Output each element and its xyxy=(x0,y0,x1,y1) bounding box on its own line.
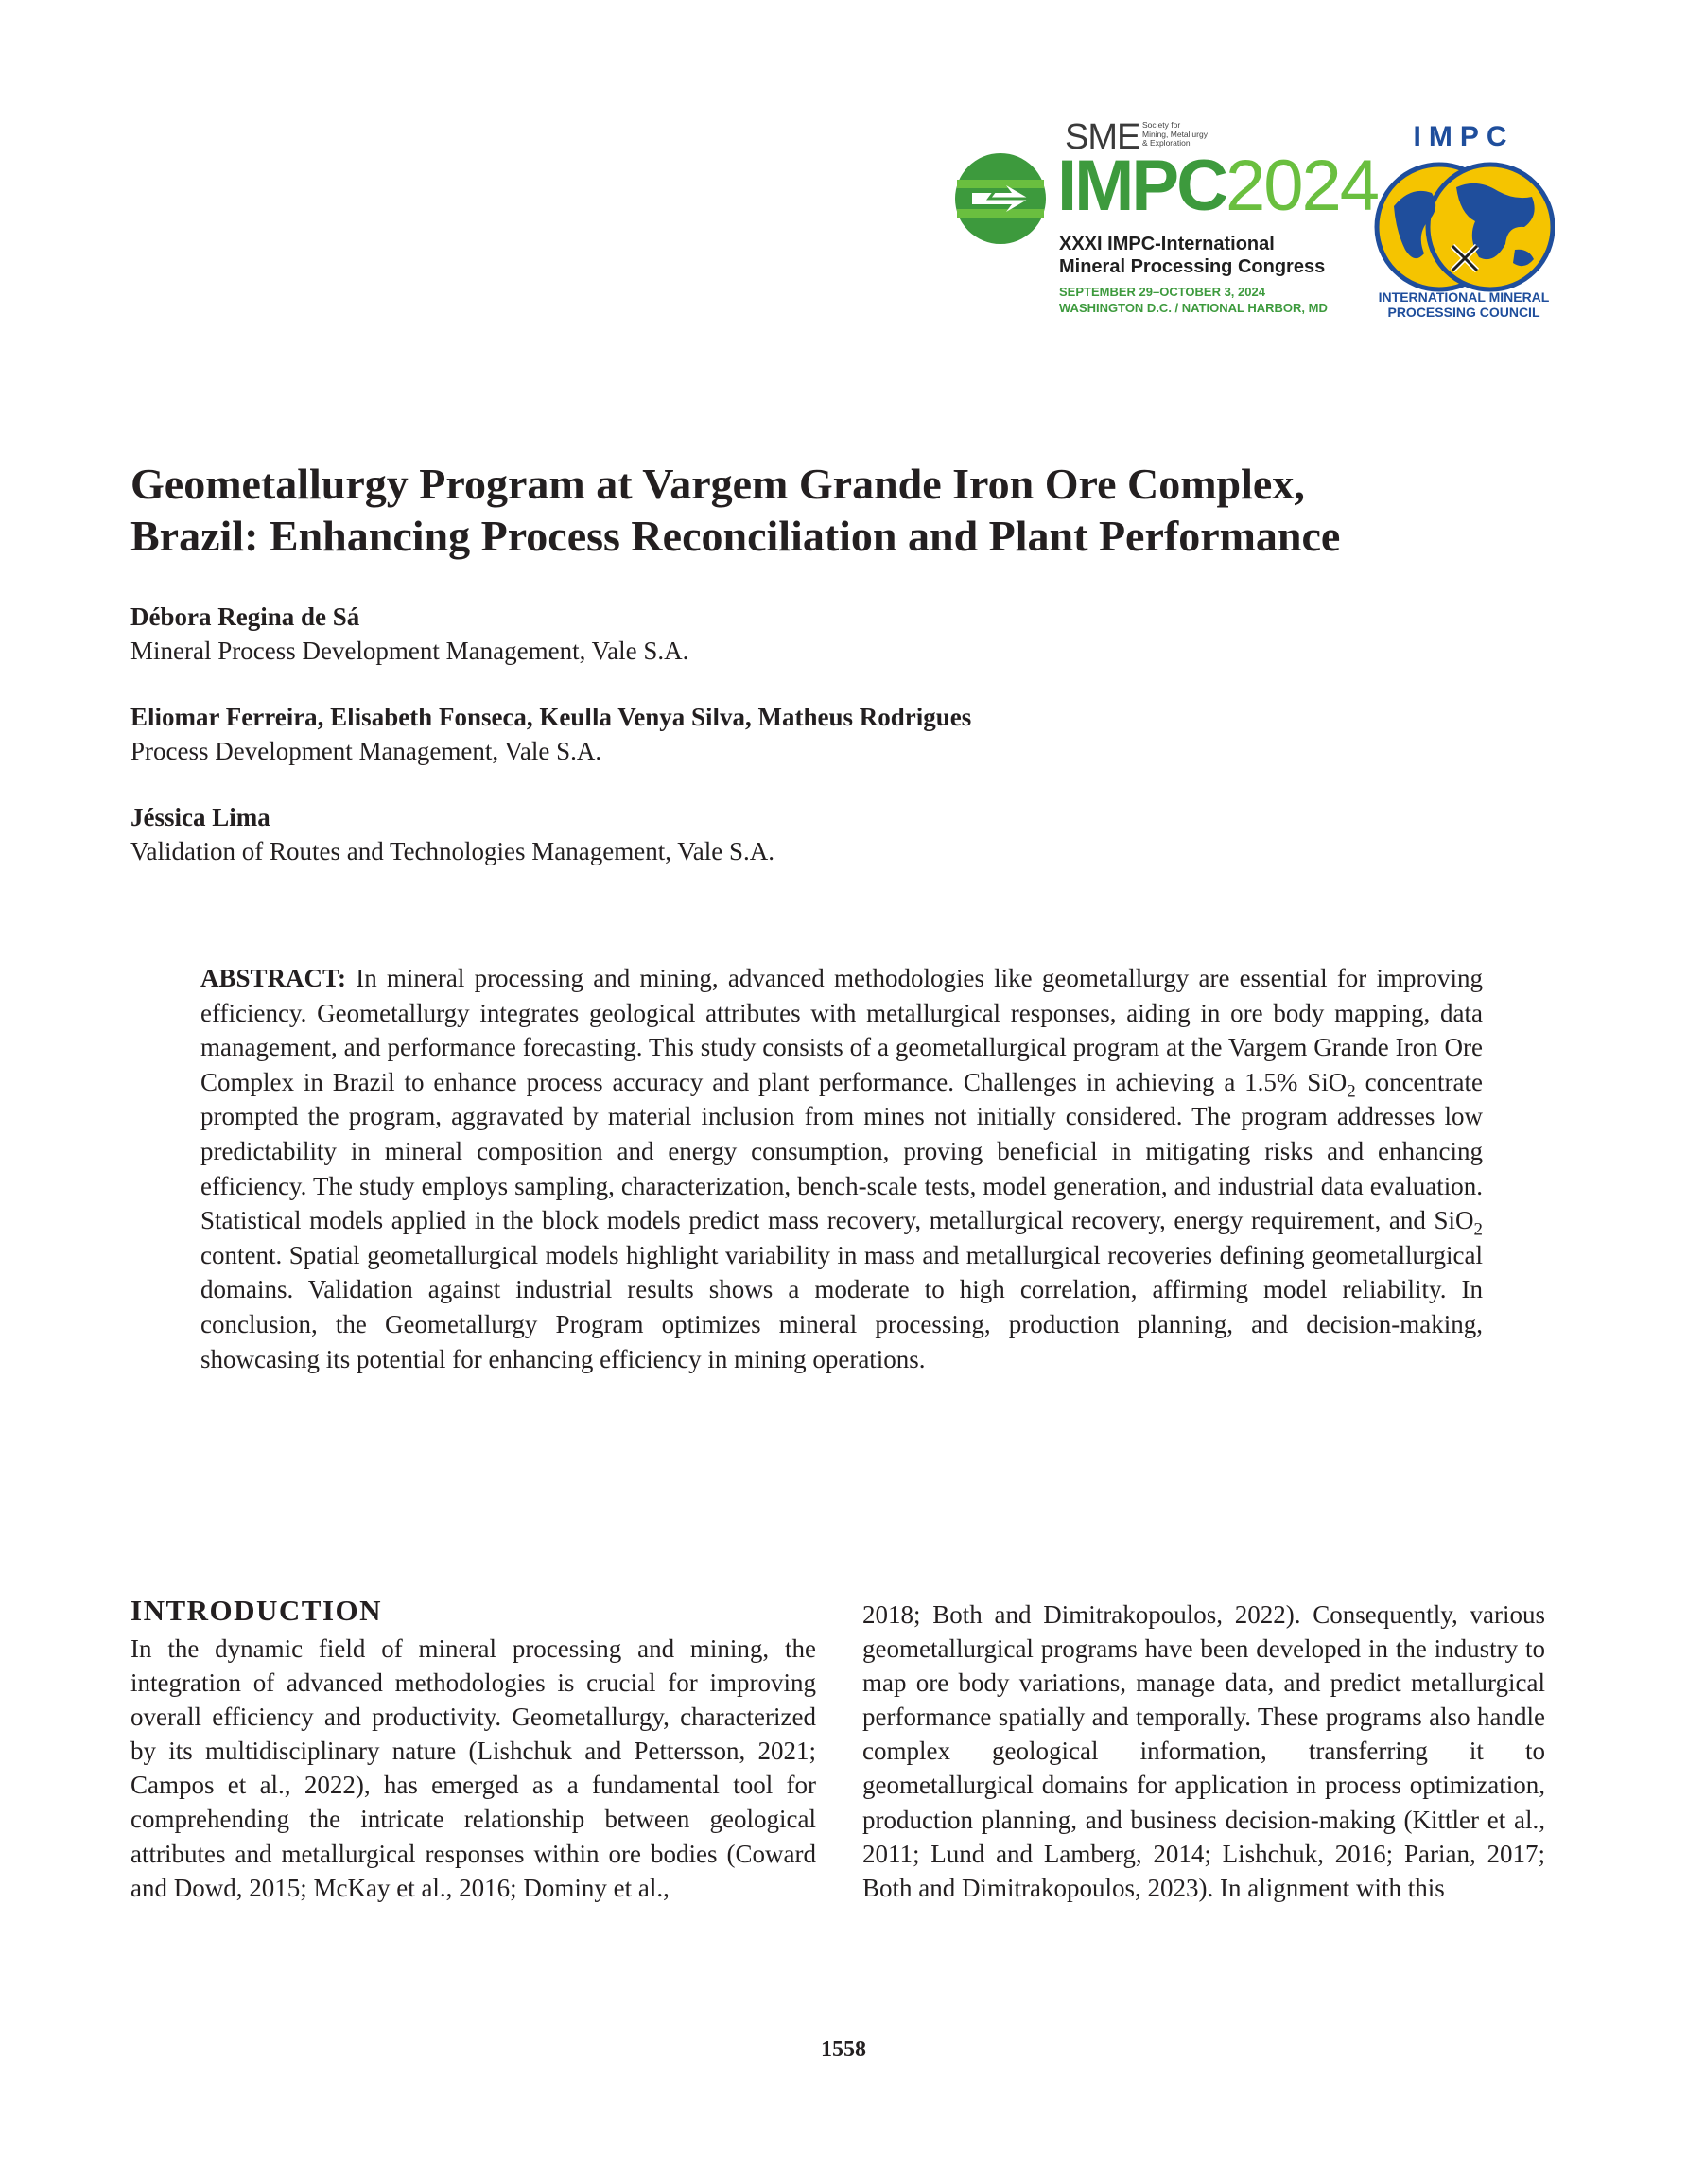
author-affiliation: Mineral Process Development Management, Vale S.A. xyxy=(130,637,689,665)
sme-tagline: Society for Mining, Metallurgy & Exploration xyxy=(1142,120,1208,148)
impc-arrows-icon xyxy=(953,151,1048,246)
council-wordmark: IMPC xyxy=(1413,121,1515,152)
body-column-right: 2018; Both and Dimitrakopoulos, 2022). Consequently, various geometallurgical programs have been developed in the industry to map ore body variations, manage data, and predict metallurgical performance spatially and temporally. These programs also handle complex geological information, transferring it to geometallurgical domains for application in process optimization, production planning, and business decision-making (Kittler et al., 2011; Lund and Lamberg, 2014; Lishchuk, 2016; Parian, 2017; Both and Dimitrakopoulos, 2023). In alignment with this xyxy=(862,1600,1545,1902)
impc-wordmark: IMPC2024 xyxy=(1057,146,1379,226)
author-affiliation: Process Development Management, Vale S.A. xyxy=(130,737,602,765)
congress-dates: SEPTEMBER 29–OCTOBER 3, 2024 xyxy=(1059,285,1265,299)
council-name-line1: INTERNATIONAL MINERAL xyxy=(1378,289,1550,305)
council-name-line2: PROCESSING COUNCIL xyxy=(1387,305,1540,320)
congress-title-line2: Mineral Processing Congress xyxy=(1059,256,1326,277)
paper-title xyxy=(130,458,1558,562)
sme-wordmark: SME xyxy=(1065,117,1140,157)
author-affiliation: Validation of Routes and Technologies Management, Vale S.A. xyxy=(130,837,774,865)
paper-title-line2: Brazil: Enhancing Process Reconciliation and Plant Performance xyxy=(130,512,1341,560)
impc-council-logo xyxy=(1362,121,1566,329)
globe-icon xyxy=(1373,159,1555,301)
congress-title-line1: XXXI IMPC-International xyxy=(1059,234,1275,254)
author-names: Jéssica Lima xyxy=(130,803,270,831)
author-names: Débora Regina de Sá xyxy=(130,603,360,631)
abstract-label: ABSTRACT: xyxy=(200,964,347,992)
impc2024-logo xyxy=(953,146,1379,331)
body-column-left: In the dynamic field of mineral processing and mining, the integration of advanced methodologies is crucial for improving overall efficiency and productivity. Geometallurgy, characterized by its multidisciplinary nature (Lishchuk and Pettersson, 2021; Campos et al., 2022), has emerged as a fundamental tool for comprehending the intricate relationship between geological attributes and metallurgical responses within ore bodies (Coward and Dowd, 2015; McKay et al., 2016; Dominy et al., xyxy=(130,1634,816,1902)
section-heading-introduction: INTRODUCTION xyxy=(130,1594,383,1627)
paper-title-line1: Geometallurgy Program at Vargem Grande Iron Ore Complex, xyxy=(130,460,1305,508)
page-number: 1558 xyxy=(821,2037,866,2062)
abstract: ABSTRACT: In mineral processing and mining, advanced methodologies like geometallurgy are essential for improving efficiency. Geometallurgy integrates geological attributes with metallurgical responses, aiding in ore body mapping, data management, and performance forecasting. This study consists of a geometallurgical program at the Vargem Grande Iron Ore Complex in Brazil to enhance process accuracy and plant performance. Challenges in achieving a 1.5% SiO$_2$ concentrate prompted the program, aggravated by material inclusion from mines not initially considered. The program addresses low predictability in mineral composition and energy consumption, proving beneficial in mitigating risks and enhancing efficiency. The study employs sampling, characterization, bench-scale tests, model generation, and industrial data evaluation. Statistical models applied in the block models predict mass recovery, metallurgical recovery, energy requirement, and SiO$_2$ content. Spatial geometallurgical models highlight variability in mass and metallurgical recoveries defining geometallurgical domains. Validation against industrial results shows a moderate to high correlation, affirming model reliability. In conclusion, the Geometallurgy Program optimizes mineral processing, production planning, and decision-making, showcasing its potential for enhancing efficiency in mining operations. xyxy=(200,964,1483,1373)
congress-venue: WASHINGTON D.C. / NATIONAL HARBOR, MD xyxy=(1059,301,1328,315)
author-names: Eliomar Ferreira, Elisabeth Fonseca, Keulla Venya Silva, Matheus Rodrigues xyxy=(130,703,972,731)
impc-year: 2024 xyxy=(1226,146,1379,226)
